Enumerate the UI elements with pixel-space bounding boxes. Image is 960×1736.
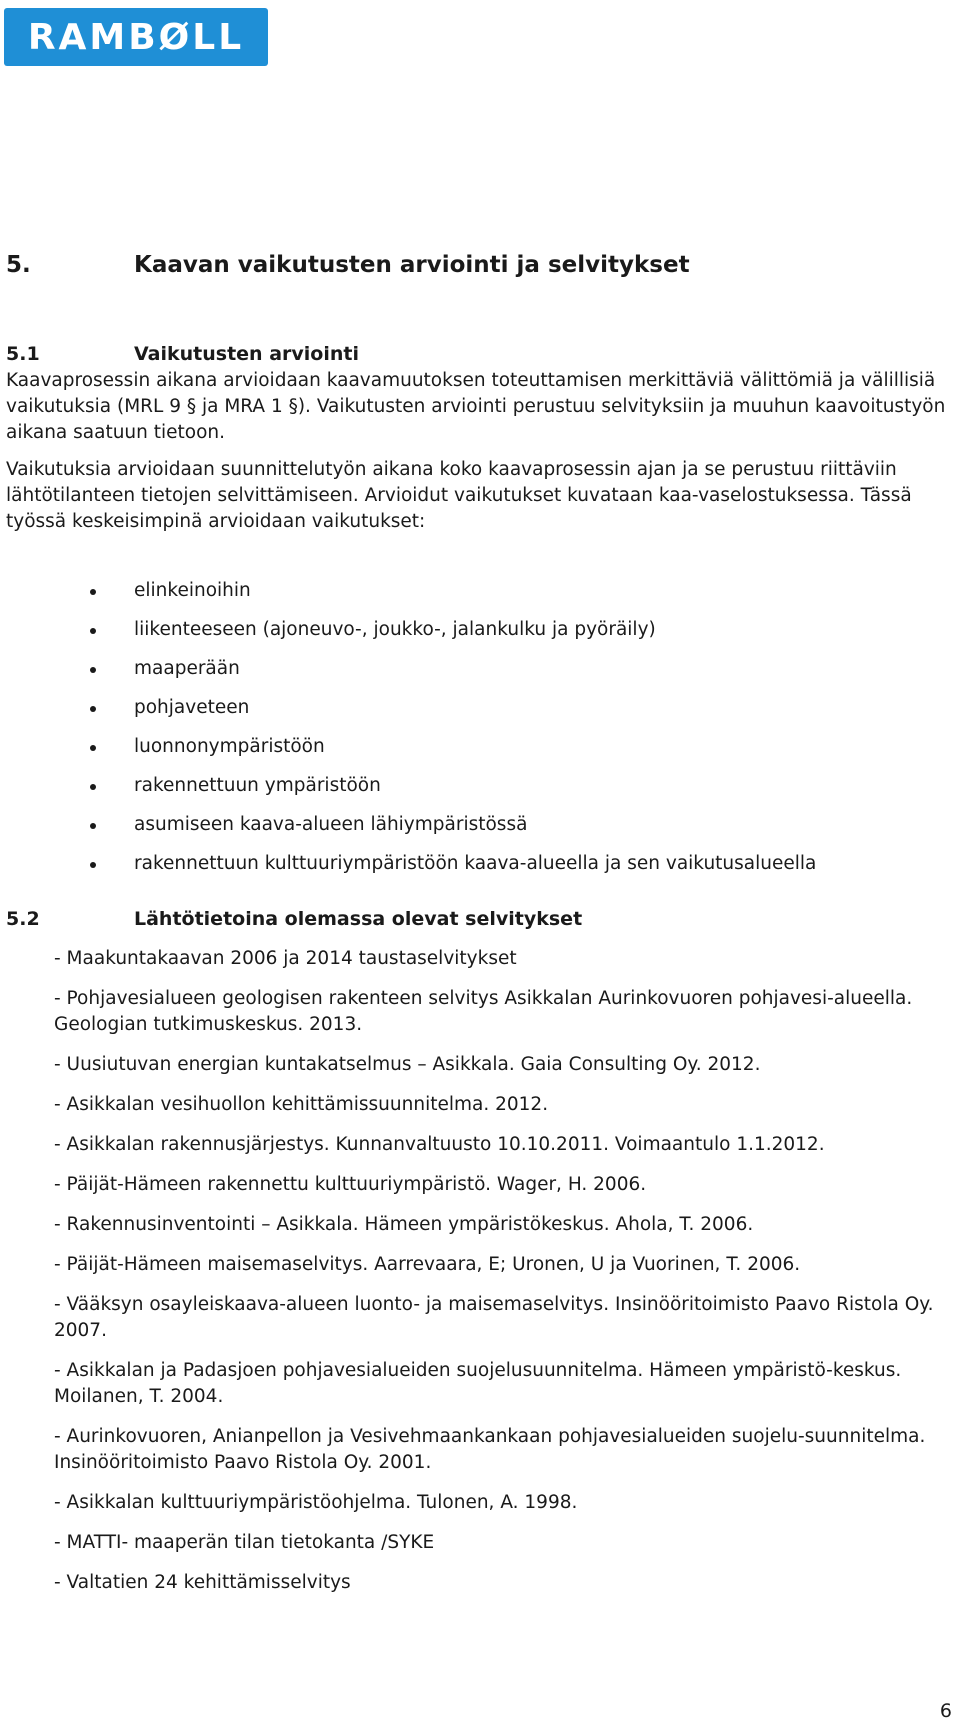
reference-item: - Valtatien 24 kehittämisselvitys xyxy=(54,1572,351,1593)
list-item: maaperään xyxy=(90,656,816,695)
list-item: rakennettuun kulttuuriympäristöön kaava-alueella ja sen vaikutusalueella xyxy=(90,851,816,890)
section-5-1-number: 5.1 xyxy=(6,343,40,365)
reference-item: - MATTI- maaperän tilan tietokanta /SYKE xyxy=(54,1532,435,1553)
reference-list xyxy=(54,946,954,1610)
bullet-icon xyxy=(90,862,96,868)
reference-item: - Asikkalan kulttuuriympäristöohjelma. Tulonen, A. 1998. xyxy=(54,1492,578,1513)
section-5-1-title: Vaikutusten arviointi xyxy=(134,343,359,365)
reference-item: - Pohjavesialueen geologisen rakenteen selvitys Asikkalan Aurinkovuoren pohjavesi-alueella. Geologian tutkimuskeskus. 2013. xyxy=(54,988,913,1035)
reference-item: - Päijät-Hämeen rakennettu kulttuuriympäristö. Wager, H. 2006. xyxy=(54,1174,647,1195)
bullet-icon xyxy=(90,628,96,634)
logo-text: RAMBØLL xyxy=(27,16,245,58)
reference-item: - Asikkalan vesihuollon kehittämissuunnitelma. 2012. xyxy=(54,1094,549,1115)
reference-item: - Rakennusinventointi – Asikkala. Hämeen ympäristökeskus. Ahola, T. 2006. xyxy=(54,1214,754,1235)
bullet-icon xyxy=(90,667,96,673)
section-5-2-heading xyxy=(6,908,582,930)
section-5-title: Kaavan vaikutusten arviointi ja selvitykset xyxy=(134,252,690,278)
bullet-icon xyxy=(90,823,96,829)
paragraph-2: Vaikutuksia arvioidaan suunnittelutyön aikana koko kaavaprosessin ajan ja se perustuu riittäviin lähtötilanteen tietojen selvittämiseen. Arvioidut vaikutukset kuvataan kaa-vaselostuksessa. Tässä työssä keskeisimpinä arvioidaan vaikutukset: xyxy=(6,459,912,532)
section-5-1-heading xyxy=(6,343,359,365)
reference-item: - Maakuntakaavan 2006 ja 2014 taustaselvitykset xyxy=(54,948,517,969)
bullet-icon xyxy=(90,784,96,790)
section-5-2-title: Lähtötietoina olemassa olevat selvitykset xyxy=(134,908,583,930)
ramboll-logo xyxy=(4,8,268,66)
reference-item: - Aurinkovuoren, Anianpellon ja Vesivehmaankankaan pohjavesialueiden suojelu-suunnitelma. Insinööritoimisto Paavo Ristola Oy. 2001. xyxy=(54,1426,926,1473)
bullet-icon xyxy=(90,745,96,751)
list-item: asumiseen kaava-alueen lähiympäristössä xyxy=(90,812,816,851)
list-item: liikenteeseen (ajoneuvo-, joukko-, jalankulku ja pyöräily) xyxy=(90,617,816,656)
list-item: pohjaveteen xyxy=(90,695,816,734)
impact-list xyxy=(90,578,816,890)
reference-item: - Päijät-Hämeen maisemaselvitys. Aarrevaara, E; Uronen, U ja Vuorinen, T. 2006. xyxy=(54,1254,801,1275)
reference-item: - Asikkalan ja Padasjoen pohjavesialueiden suojelusuunnitelma. Hämeen ympäristö-keskus. Moilanen, T. 2004. xyxy=(54,1360,902,1407)
reference-item: - Vääksyn osayleiskaava-alueen luonto- ja maisemaselvitys. Insinööritoimisto Paavo Ristola Oy. 2007. xyxy=(54,1294,934,1341)
bullet-icon xyxy=(90,589,96,595)
section-5-2-number: 5.2 xyxy=(6,908,40,930)
list-item: luonnonympäristöön xyxy=(90,734,816,773)
page-number: 6 xyxy=(939,1700,952,1722)
reference-item: - Uusiutuvan energian kuntakatselmus – Asikkala. Gaia Consulting Oy. 2012. xyxy=(54,1054,761,1075)
paragraph-1: Kaavaprosessin aikana arvioidaan kaavamuutoksen toteuttamisen merkittäviä välittömiä ja välillisiä vaikutuksia (MRL 9 § ja MRA 1 §). Vaikutusten arviointi perustuu selvityksiin ja muuhun kaavoitustyön aikana saatuun tietoon. xyxy=(6,370,946,443)
list-item: rakennettuun ympäristöön xyxy=(90,773,816,812)
list-item: elinkeinoihin xyxy=(90,578,816,617)
section-5-number: 5. xyxy=(6,252,31,278)
bullet-icon xyxy=(90,706,96,712)
reference-item: - Asikkalan rakennusjärjestys. Kunnanvaltuusto 10.10.2011. Voimaantulo 1.1.2012. xyxy=(54,1134,825,1155)
section-5-heading xyxy=(6,252,690,278)
